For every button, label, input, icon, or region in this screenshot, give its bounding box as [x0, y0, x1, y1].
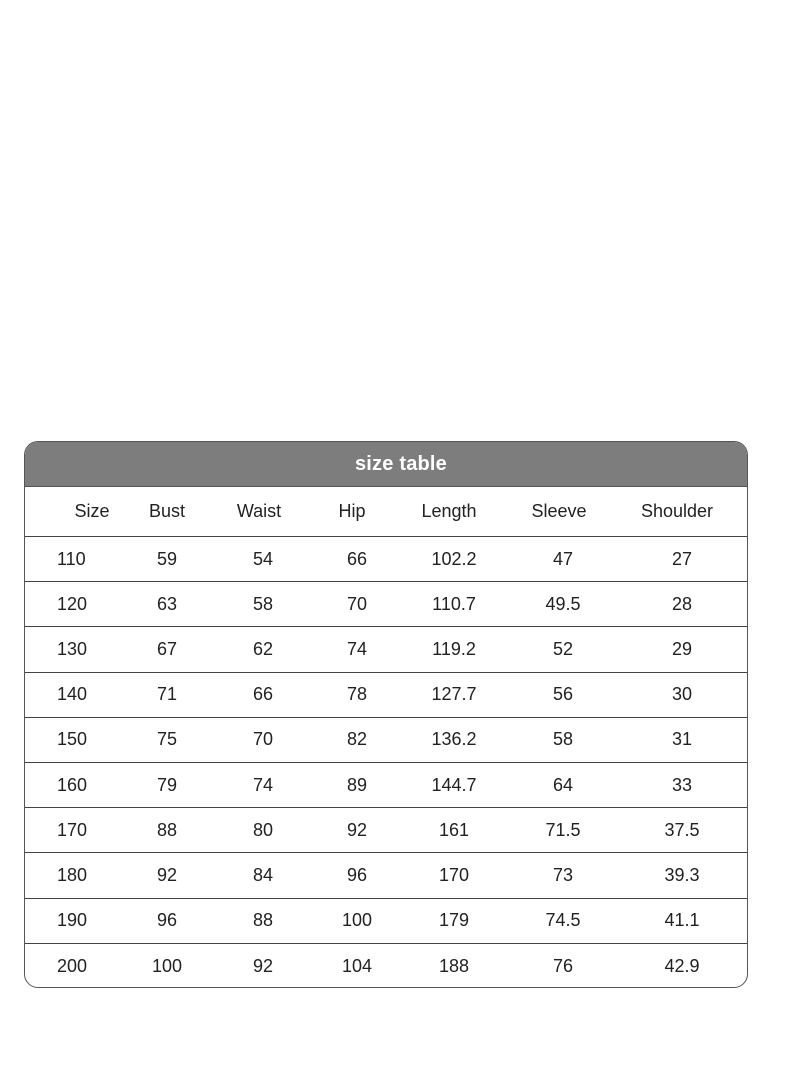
table-row — [25, 944, 747, 988]
column-header-length: Length — [421, 501, 477, 521]
table-cell: 70 — [346, 593, 368, 614]
table-cell: 74.5 — [545, 910, 581, 931]
table-cell: 96 — [346, 864, 368, 885]
table-row — [25, 627, 747, 672]
table-cell: 127.7 — [431, 684, 477, 705]
table-cell: 88 — [252, 910, 274, 931]
table-cell: 96 — [156, 910, 178, 931]
table-cell: 29 — [671, 638, 693, 659]
table-cell: 200 — [57, 955, 88, 976]
table-cell: 82 — [346, 729, 368, 750]
table-cell: 52 — [552, 638, 574, 659]
table-title-bar — [25, 442, 747, 487]
column-header-size: Size — [74, 501, 110, 521]
table-cell: 160 — [57, 774, 88, 795]
table-cell: 39.3 — [664, 864, 700, 885]
table-cell: 104 — [341, 955, 373, 976]
table-row — [25, 808, 747, 853]
table-cell: 110.7 — [432, 593, 476, 614]
table-row — [25, 673, 747, 718]
table-cell: 119.2 — [432, 638, 476, 659]
table-cell: 28 — [671, 593, 693, 614]
table-cell: 66 — [346, 548, 368, 569]
table-cell: 100 — [341, 910, 373, 931]
table-cell: 49.5 — [545, 593, 581, 614]
table-row — [25, 853, 747, 898]
table-cell: 170 — [57, 819, 88, 840]
table-cell: 92 — [156, 864, 178, 885]
table-cell: 161 — [438, 819, 470, 840]
table-row — [25, 582, 747, 627]
table-cell: 92 — [252, 955, 274, 976]
table-cell: 102.2 — [431, 548, 477, 569]
table-cell: 62 — [252, 638, 274, 659]
table-cell: 100 — [151, 955, 183, 976]
table-cell: 110 — [57, 548, 86, 569]
table-cell: 75 — [156, 729, 178, 750]
table-cell: 63 — [156, 593, 178, 614]
column-header-sleeve: Sleeve — [531, 501, 587, 521]
column-header-waist: Waist — [236, 501, 282, 521]
table-cell: 74 — [252, 774, 274, 795]
table-cell: 136.2 — [431, 729, 477, 750]
column-header-bust: Bust — [148, 501, 186, 521]
table-cell: 37.5 — [664, 819, 700, 840]
table-cell: 56 — [552, 684, 574, 705]
table-cell: 89 — [346, 774, 368, 795]
table-cell: 47 — [552, 548, 574, 569]
table-cell: 31 — [671, 729, 693, 750]
table-cell: 170 — [438, 864, 470, 885]
table-cell: 80 — [252, 819, 274, 840]
table-cell: 88 — [156, 819, 178, 840]
table-header-row — [25, 487, 747, 537]
table-cell: 130 — [57, 638, 88, 659]
table-cell: 58 — [252, 593, 274, 614]
table-cell: 150 — [57, 729, 88, 750]
table-cell: 144.7 — [431, 774, 477, 795]
table-cell: 180 — [57, 864, 88, 885]
table-cell: 140 — [57, 684, 88, 705]
table-row — [25, 537, 747, 582]
table-cell: 71 — [156, 684, 178, 705]
table-cell: 78 — [346, 684, 368, 705]
table-cell: 84 — [252, 864, 274, 885]
table-cell: 190 — [57, 910, 88, 931]
table-cell: 64 — [552, 774, 574, 795]
table-cell: 27 — [671, 548, 693, 569]
table-cell: 70 — [252, 729, 274, 750]
table-cell: 79 — [156, 774, 178, 795]
table-cell: 33 — [671, 774, 693, 795]
table-cell: 66 — [252, 684, 274, 705]
size-table — [24, 441, 748, 988]
table-cell: 67 — [156, 638, 178, 659]
table-cell: 120 — [57, 593, 88, 614]
table-cell: 76 — [552, 955, 574, 976]
table-cell: 30 — [671, 684, 693, 705]
table-row — [25, 899, 747, 944]
table-cell: 188 — [438, 955, 470, 976]
column-header-hip: Hip — [338, 501, 366, 521]
table-row — [25, 718, 747, 763]
table-cell: 54 — [252, 548, 274, 569]
table-cell: 73 — [552, 864, 574, 885]
table-row — [25, 763, 747, 808]
table-body — [25, 487, 747, 988]
table-cell: 59 — [156, 548, 178, 569]
table-cell: 58 — [552, 729, 574, 750]
table-title: size table — [354, 452, 448, 475]
table-cell: 92 — [346, 819, 368, 840]
column-header-shoulder: Shoulder — [640, 501, 714, 521]
table-cell: 74 — [346, 638, 368, 659]
table-cell: 42.9 — [664, 955, 700, 976]
table-cell: 179 — [438, 910, 470, 931]
table-cell: 71.5 — [545, 819, 581, 840]
table-cell: 41.1 — [664, 910, 700, 931]
